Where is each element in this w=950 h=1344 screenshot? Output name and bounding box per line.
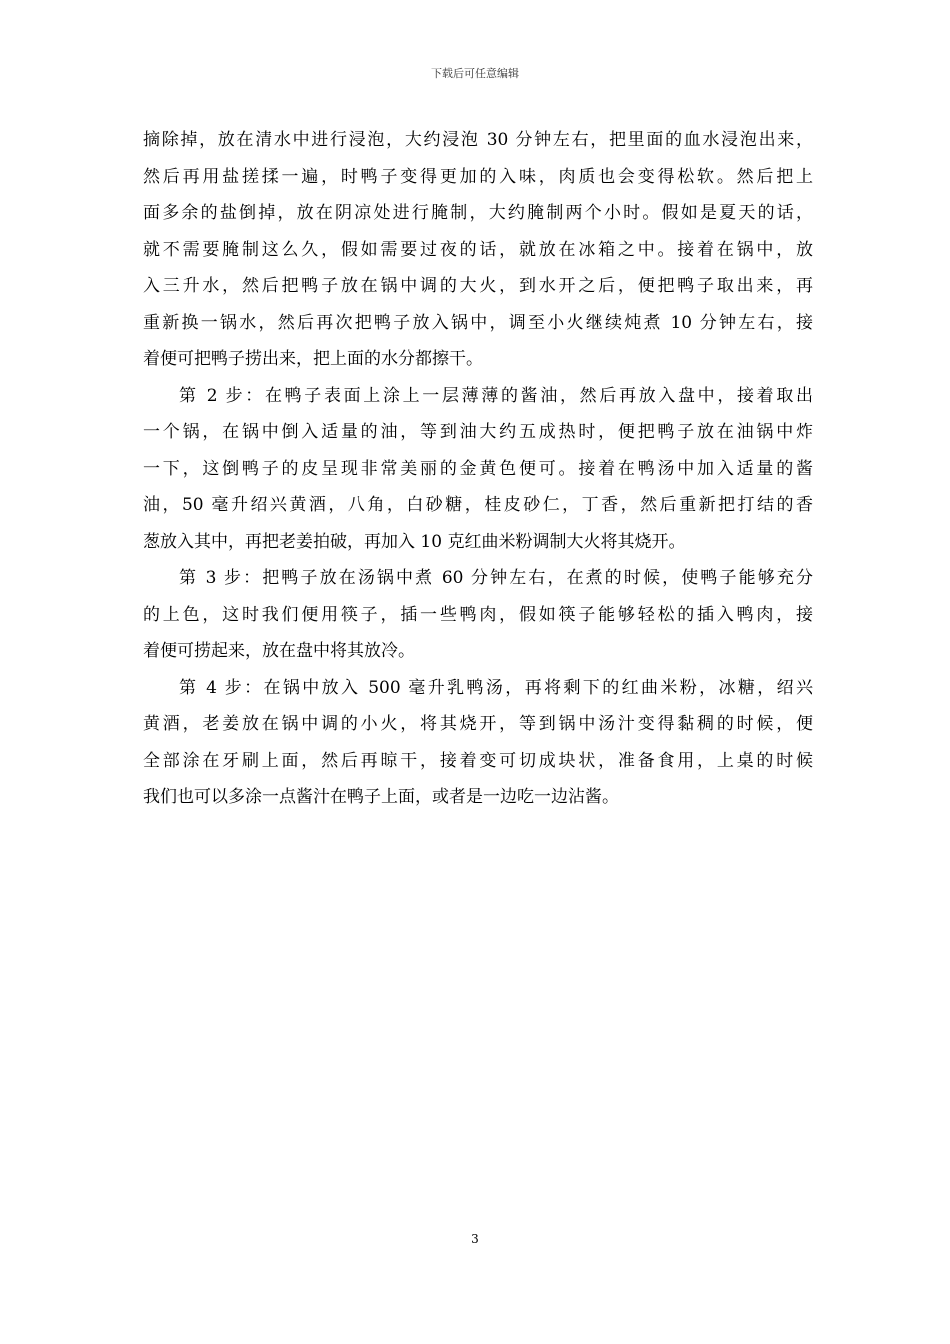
paragraph-line: 面多余的盐倒掉，放在阴凉处进行腌制，大约腌制两个小时。假如是夏天的话， [143,203,813,223]
paragraph-line: 全部涂在牙刷上面，然后再晾干，接着变可切成块状，准备食用，上桌的时候 [143,750,813,771]
paragraph-line: 摘除掉，放在清水中进行浸泡，大约浸泡 30 分钟左右，把里面的血水浸泡出来， [143,130,813,150]
paragraph-line: 葱放入其中，再把老姜拍破，再加入 10 克红曲米粉调制大火将其烧开。 [143,531,686,552]
paragraph-line: 第 3 步：把鸭子放在汤锅中煮 60 分钟左右，在煮的时候，使鸭子能够充分 [179,568,813,588]
paragraph-line: 油，50 毫升绍兴黄酒，八角，白砂糖，桂皮砂仁，丁香，然后重新把打结的香 [143,495,813,515]
page-number: 3 [471,1232,479,1246]
paragraph-line: 黄酒，老姜放在锅中调的小火，将其烧开，等到锅中汤汁变得黏稠的时候，便 [143,714,813,734]
paragraph-line: 第 4 步：在锅中放入 500 毫升乳鸭汤，再将剩下的红曲米粉，冰糖，绍兴 [179,677,813,698]
paragraph-step-3 [143,560,813,670]
paragraph-step-4 [143,670,813,816]
paragraph-line: 重新换一锅水，然后再次把鸭子放入锅中，调至小火继续炖煮 10 分钟左右，接 [143,312,813,333]
paragraph-1 [143,122,813,378]
paragraph-line: 入三升水，然后把鸭子放在锅中调的大火，到水开之后，便把鸭子取出来，再 [143,276,813,296]
page-header: 下载后可任意编辑 [431,67,519,80]
paragraph-line: 一下，这倒鸭子的皮呈现非常美丽的金黄色便可。接着在鸭汤中加入适量的酱 [143,458,813,479]
document-body [143,122,813,816]
paragraph-line: 我们也可以多涂一点酱汁在鸭子上面，或者是一边吃一边沾酱。 [143,787,619,807]
paragraph-line: 着便可捞起来，放在盘中将其放冷。 [143,641,415,661]
paragraph-line: 然后再用盐搓揉一遍，时鸭子变得更加的入味，肉质也会变得松软。然后把上 [143,166,813,187]
paragraph-line: 第 2 步：在鸭子表面上涂上一层薄薄的酱油，然后再放入盘中，接着取出 [179,385,813,406]
paragraph-line: 就不需要腌制这么久，假如需要过夜的话，就放在冰箱之中。接着在锅中，放 [143,239,813,260]
paragraph-line: 着便可把鸭子捞出来，把上面的水分都擦干。 [143,349,483,369]
paragraph-step-2 [143,378,813,561]
paragraph-line: 一个锅，在锅中倒入适量的油，等到油大约五成热时，便把鸭子放在油锅中炸 [143,422,813,442]
paragraph-line: 的上色，这时我们便用筷子，插一些鸭肉，假如筷子能够轻松的插入鸭肉，接 [143,604,813,625]
